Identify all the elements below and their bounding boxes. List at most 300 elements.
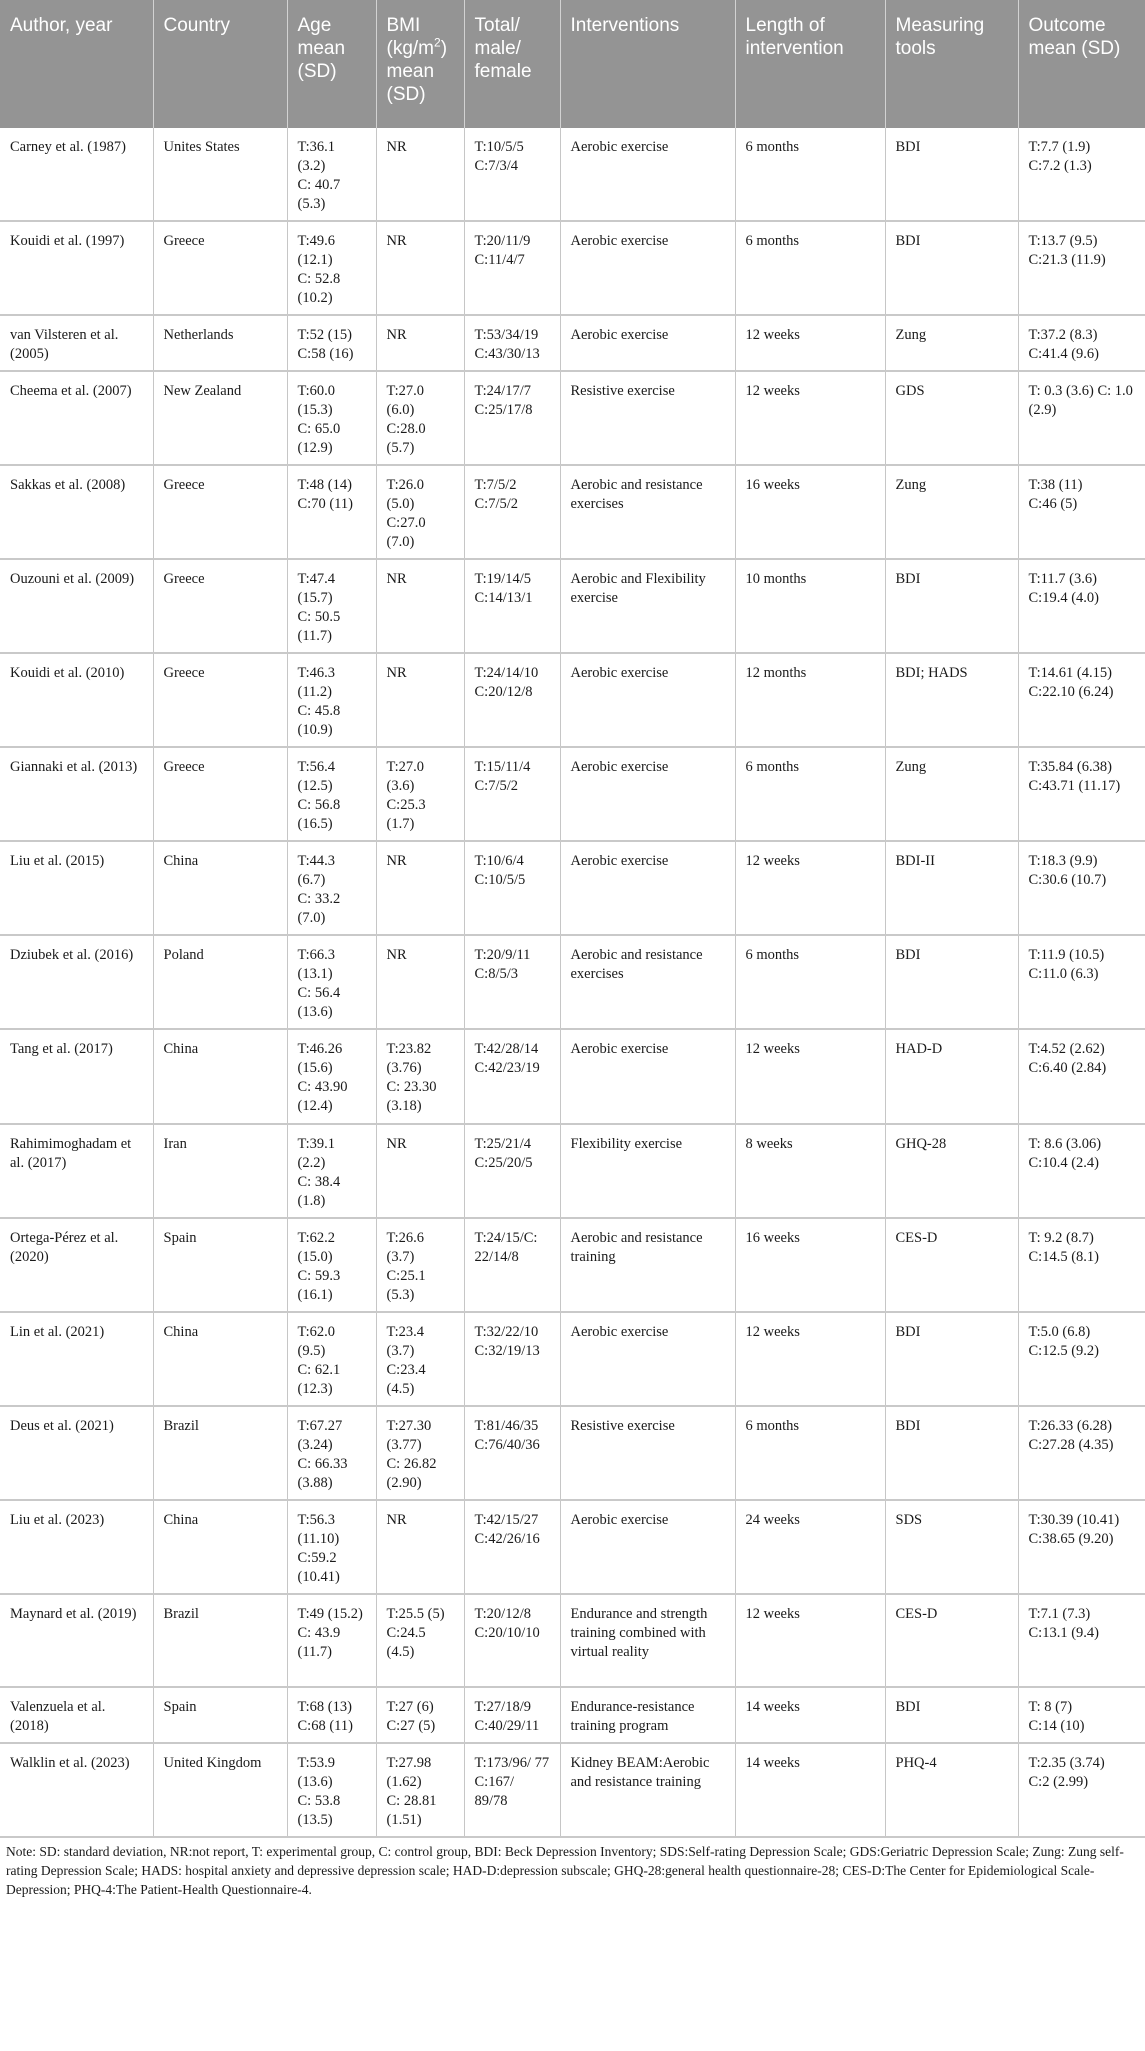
- cell-outcome-line: T:7.7 (1.9): [1028, 139, 1091, 155]
- cell-bmi: [376, 1029, 464, 1124]
- cell-bmi-line: C:28.0 (5.7): [386, 421, 426, 456]
- table-note: Note: SD: standard deviation, NR:not report, T: experimental group, C: control group, BDI: Beck Depression Inventory; SDS:Self-rating Depression Scale; GDS:Geriatric Depression Scale; Zung: Zung self-rating Depression Scale; HADS: hospital anxiety and depressive depression scale; HAD-D:depression subscale; GHQ-28:general health questionnaire-28; CES-D:The Center for Epidemiological Scale-Depression; PHQ-4:The Patient-Health Questionnaire-4.: [6, 1844, 1124, 1897]
- cell-bmi: [376, 1124, 464, 1218]
- table-body: [0, 128, 1145, 1837]
- cell-total: [464, 1029, 560, 1124]
- cell-age-line: T:68 (13): [297, 1699, 352, 1715]
- column-header-total-male-female: Total/ male/ female: [464, 0, 560, 128]
- cell-intervention: Kidney BEAM:Aerobic and resistance training: [560, 1743, 735, 1837]
- cell-total-line: T:10/6/4: [474, 853, 524, 869]
- cell-length: 6 months: [735, 128, 885, 221]
- cell-outcome-line: T: 8 (7): [1028, 1699, 1073, 1715]
- cell-total-line: T:173/96/ 77: [474, 1755, 550, 1771]
- cell-total-line: C:76/40/36: [474, 1437, 540, 1453]
- cell-total: [464, 128, 560, 221]
- cell-bmi-line: NR: [386, 1136, 407, 1152]
- cell-age-line: T:52 (15): [297, 327, 352, 343]
- cell-outcome: [1018, 128, 1145, 221]
- cell-intervention: Aerobic exercise: [560, 1500, 735, 1594]
- cell-tool: CES-D: [885, 1594, 1018, 1687]
- cell-bmi: [376, 1594, 464, 1687]
- cell-bmi-line: T:27.30 (3.77): [386, 1418, 432, 1453]
- cell-total: [464, 315, 560, 371]
- cell-country: Brazil: [153, 1406, 287, 1500]
- cell-length: 6 months: [735, 747, 885, 841]
- cell-total-line: C:43/30/13: [474, 346, 540, 362]
- cell-bmi: [376, 559, 464, 653]
- cell-total-line: C:20/10/10: [474, 1625, 540, 1641]
- cell-author: Lin et al. (2021): [0, 1312, 153, 1406]
- cell-author: Kouidi et al. (1997): [0, 221, 153, 315]
- table-row: [0, 1312, 1145, 1406]
- cell-tool: CES-D: [885, 1218, 1018, 1312]
- cell-length: 16 weeks: [735, 465, 885, 559]
- header-row: [0, 0, 1145, 128]
- cell-bmi: [376, 841, 464, 935]
- cell-outcome-line: T:13.7 (9.5): [1028, 233, 1098, 249]
- cell-intervention: Aerobic exercise: [560, 128, 735, 221]
- cell-outcome: [1018, 1124, 1145, 1218]
- cell-outcome: [1018, 1500, 1145, 1594]
- cell-age: [287, 1594, 376, 1687]
- cell-intervention: Aerobic exercise: [560, 747, 735, 841]
- table-row: [0, 221, 1145, 315]
- cell-age-line: T:60.0 (15.3): [297, 383, 336, 418]
- cell-outcome: [1018, 747, 1145, 841]
- cell-author: Rahimimoghadam et al. (2017): [0, 1124, 153, 1218]
- cell-outcome-line: T: 9.2 (8.7): [1028, 1230, 1094, 1246]
- cell-intervention: Aerobic and resistance exercises: [560, 935, 735, 1029]
- cell-outcome: [1018, 371, 1145, 465]
- cell-author: van Vilsteren et al. (2005): [0, 315, 153, 371]
- cell-total-line: T:53/34/19: [474, 327, 539, 343]
- cell-total-line: C:7/5/2: [474, 778, 519, 794]
- cell-age-line: C:68 (11): [297, 1718, 353, 1734]
- cell-age-line: T:62.2 (15.0): [297, 1230, 336, 1265]
- cell-outcome-line: T:7.1 (7.3): [1028, 1606, 1091, 1622]
- cell-outcome-line: T:18.3 (9.9): [1028, 853, 1098, 869]
- cell-outcome-line: T:11.9 (10.5): [1028, 947, 1105, 963]
- cell-total-line: T:20/9/11: [474, 947, 531, 963]
- cell-total-line: C:7/3/4: [474, 158, 519, 174]
- cell-bmi: [376, 1312, 464, 1406]
- cell-age-line: C: 43.90 (12.4): [297, 1079, 348, 1114]
- cell-outcome-line: C:14 (10): [1028, 1718, 1085, 1734]
- column-header-length-of-intervention: Length of intervention: [735, 0, 885, 128]
- cell-length: 12 weeks: [735, 1594, 885, 1687]
- column-header-outcome-mean: Outcome mean (SD): [1018, 0, 1145, 128]
- cell-outcome-line: C:22.10 (6.24): [1028, 684, 1114, 700]
- cell-length: 24 weeks: [735, 1500, 885, 1594]
- cell-outcome-line: T: 8.6 (3.06): [1028, 1136, 1102, 1152]
- cell-bmi-line: NR: [386, 327, 407, 343]
- table-row: [0, 1029, 1145, 1124]
- cell-length: 14 weeks: [735, 1687, 885, 1743]
- cell-age: [287, 315, 376, 371]
- cell-outcome: [1018, 1687, 1145, 1743]
- cell-outcome-line: C:46 (5): [1028, 496, 1078, 512]
- cell-outcome: [1018, 1743, 1145, 1837]
- cell-bmi-line: T:27.0 (3.6): [386, 759, 425, 794]
- cell-age-line: C: 38.4 (1.8): [297, 1174, 341, 1209]
- cell-bmi: [376, 128, 464, 221]
- cell-age-line: C: 40.7 (5.3): [297, 177, 341, 212]
- cell-intervention: Aerobic exercise: [560, 841, 735, 935]
- cell-outcome-line: T:26.33 (6.28): [1028, 1418, 1112, 1434]
- cell-tool: BDI: [885, 559, 1018, 653]
- cell-age-line: T:62.0 (9.5): [297, 1324, 336, 1359]
- cell-outcome-line: T:37.2 (8.3): [1028, 327, 1098, 343]
- cell-total-line: C:10/5/5: [474, 872, 526, 888]
- cell-bmi-line: T:23.4 (3.7): [386, 1324, 425, 1359]
- cell-author: Liu et al. (2023): [0, 1500, 153, 1594]
- cell-bmi-line: T:26.0 (5.0): [386, 477, 425, 512]
- cell-length: 12 months: [735, 653, 885, 747]
- cell-author: Giannaki et al. (2013): [0, 747, 153, 841]
- cell-country: Greece: [153, 747, 287, 841]
- cell-total-line: T:32/22/10: [474, 1324, 539, 1340]
- cell-length: 12 weeks: [735, 841, 885, 935]
- cell-total-line: T:27/18/9: [474, 1699, 531, 1715]
- cell-total: [464, 1312, 560, 1406]
- cell-outcome-line: C:11.0 (6.3): [1028, 966, 1099, 982]
- cell-length: 12 weeks: [735, 1029, 885, 1124]
- cell-tool: Zung: [885, 315, 1018, 371]
- cell-author: Dziubek et al. (2016): [0, 935, 153, 1029]
- cell-tool: GDS: [885, 371, 1018, 465]
- table-row: [0, 1406, 1145, 1500]
- cell-intervention: Flexibility exercise: [560, 1124, 735, 1218]
- cell-age: [287, 1500, 376, 1594]
- cell-length: 10 months: [735, 559, 885, 653]
- cell-age-line: T:49.6 (12.1): [297, 233, 336, 268]
- cell-author: Ouzouni et al. (2009): [0, 559, 153, 653]
- cell-length: 6 months: [735, 935, 885, 1029]
- cell-bmi-line: NR: [386, 571, 407, 587]
- cell-total: [464, 1218, 560, 1312]
- cell-country: Iran: [153, 1124, 287, 1218]
- cell-age: [287, 371, 376, 465]
- cell-age: [287, 128, 376, 221]
- cell-age-line: C: 56.4 (13.6): [297, 985, 341, 1020]
- cell-age-line: C:70 (11): [297, 496, 353, 512]
- cell-tool: SDS: [885, 1500, 1018, 1594]
- cell-country: China: [153, 841, 287, 935]
- cell-outcome: [1018, 1029, 1145, 1124]
- cell-bmi-line: T:23.82 (3.76): [386, 1041, 432, 1076]
- cell-outcome-line: C:27.28 (4.35): [1028, 1437, 1114, 1453]
- cell-intervention: Endurance and strength training combined with virtual reality: [560, 1594, 735, 1687]
- cell-total: [464, 1594, 560, 1687]
- cell-outcome-line: C:10.4 (2.4): [1028, 1155, 1099, 1171]
- cell-total-line: C:20/12/8: [474, 684, 533, 700]
- cell-country: China: [153, 1312, 287, 1406]
- cell-bmi: [376, 747, 464, 841]
- cell-length: 8 weeks: [735, 1124, 885, 1218]
- cell-tool: Zung: [885, 747, 1018, 841]
- cell-tool: Zung: [885, 465, 1018, 559]
- table-row: [0, 1500, 1145, 1594]
- cell-total-line: T:7/5/2: [474, 477, 517, 493]
- column-header-measuring-tools: Measuring tools: [885, 0, 1018, 128]
- cell-bmi-line: NR: [386, 139, 407, 155]
- table-row: [0, 841, 1145, 935]
- cell-outcome-line: C:7.2 (1.3): [1028, 158, 1092, 174]
- cell-intervention: Resistive exercise: [560, 1406, 735, 1500]
- cell-age: [287, 559, 376, 653]
- cell-outcome: [1018, 653, 1145, 747]
- cell-age: [287, 747, 376, 841]
- cell-intervention: Resistive exercise: [560, 371, 735, 465]
- cell-age: [287, 1312, 376, 1406]
- cell-length: 12 weeks: [735, 315, 885, 371]
- cell-age-line: T:36.1 (3.2): [297, 139, 336, 174]
- cell-author: Sakkas et al. (2008): [0, 465, 153, 559]
- column-header-interventions: Interventions: [560, 0, 735, 128]
- cell-author: Carney et al. (1987): [0, 128, 153, 221]
- table-row: [0, 747, 1145, 841]
- cell-bmi-line: C:24.5 (4.5): [386, 1625, 426, 1660]
- cell-total: [464, 1406, 560, 1500]
- cell-age-line: C: 53.8 (13.5): [297, 1793, 341, 1828]
- cell-outcome-line: T:4.52 (2.62): [1028, 1041, 1105, 1057]
- table-row: [0, 315, 1145, 371]
- cell-intervention: Aerobic exercise: [560, 1312, 735, 1406]
- cell-age-line: T:47.4 (15.7): [297, 571, 336, 606]
- cell-age-line: C: 65.0 (12.9): [297, 421, 341, 456]
- cell-total-line: C:42/26/16: [474, 1531, 540, 1547]
- cell-length: 12 weeks: [735, 1312, 885, 1406]
- cell-total: [464, 841, 560, 935]
- cell-outcome-line: C:41.4 (9.6): [1028, 346, 1099, 362]
- cell-length: 14 weeks: [735, 1743, 885, 1837]
- cell-tool: BDI: [885, 1406, 1018, 1500]
- cell-total: [464, 221, 560, 315]
- cell-age: [287, 1743, 376, 1837]
- cell-age-line: C: 43.9 (11.7): [297, 1625, 341, 1660]
- cell-total-line: C:25/20/5: [474, 1155, 533, 1171]
- table-row: [0, 653, 1145, 747]
- cell-outcome-line: T:5.0 (6.8): [1028, 1324, 1091, 1340]
- cell-intervention: Aerobic and resistance exercises: [560, 465, 735, 559]
- cell-bmi-line: C:27 (5): [386, 1718, 436, 1734]
- cell-total: [464, 1500, 560, 1594]
- cell-age: [287, 465, 376, 559]
- cell-author: Deus et al. (2021): [0, 1406, 153, 1500]
- cell-author: Valenzuela et al. (2018): [0, 1687, 153, 1743]
- cell-total: [464, 935, 560, 1029]
- cell-bmi-line: C: 26.82 (2.90): [386, 1456, 437, 1491]
- cell-age-line: T:56.4 (12.5): [297, 759, 336, 794]
- cell-total-line: C:40/29/11: [474, 1718, 540, 1734]
- cell-outcome: [1018, 559, 1145, 653]
- cell-bmi-line: T:27.0 (6.0): [386, 383, 425, 418]
- cell-length: 16 weeks: [735, 1218, 885, 1312]
- cell-bmi: [376, 1218, 464, 1312]
- cell-tool: BDI: [885, 1687, 1018, 1743]
- table-row: [0, 1687, 1145, 1743]
- cell-intervention: Aerobic exercise: [560, 221, 735, 315]
- cell-total-line: C:167/ 89/78: [474, 1774, 514, 1809]
- cell-outcome: [1018, 1312, 1145, 1406]
- cell-total-line: C:25/17/8: [474, 402, 533, 418]
- table-row: [0, 371, 1145, 465]
- cell-bmi-line: T:26.6 (3.7): [386, 1230, 425, 1265]
- cell-total: [464, 1687, 560, 1743]
- column-header-bmi-mean: BMI $(kg/m^2)$ mean (SD): [376, 0, 464, 128]
- cell-bmi-line: NR: [386, 1512, 407, 1528]
- cell-age-line: C: 33.2 (7.0): [297, 891, 341, 926]
- cell-bmi-line: NR: [386, 947, 407, 963]
- cell-total-line: T:42/28/14: [474, 1041, 539, 1057]
- cell-age-line: T:46.26 (15.6): [297, 1041, 343, 1076]
- cell-tool: GHQ-28: [885, 1124, 1018, 1218]
- cell-age-line: C: 56.8 (16.5): [297, 797, 341, 832]
- cell-outcome-line: T:14.61 (4.15): [1028, 665, 1112, 681]
- column-header-country: Country: [153, 0, 287, 128]
- cell-outcome-line: T: 0.3 (3.6) C: 1.0 (2.9): [1028, 383, 1133, 418]
- cell-age-line: C: 50.5 (11.7): [297, 609, 341, 644]
- cell-bmi: [376, 935, 464, 1029]
- cell-tool: BDI-II: [885, 841, 1018, 935]
- cell-length: 12 weeks: [735, 371, 885, 465]
- cell-total: [464, 371, 560, 465]
- cell-intervention: Endurance-resistance training program: [560, 1687, 735, 1743]
- cell-outcome-line: C:2 (2.99): [1028, 1774, 1089, 1790]
- cell-outcome: [1018, 315, 1145, 371]
- cell-total-line: T:24/15/C: 22/14/8: [474, 1230, 538, 1265]
- cell-total-line: T:24/17/7: [474, 383, 531, 399]
- cell-country: Unites States: [153, 128, 287, 221]
- cell-age: [287, 1687, 376, 1743]
- cell-country: Spain: [153, 1218, 287, 1312]
- cell-total-line: T:15/11/4: [474, 759, 531, 775]
- cell-bmi: [376, 653, 464, 747]
- cell-author: Cheema et al. (2007): [0, 371, 153, 465]
- cell-total-line: C:42/23/19: [474, 1060, 540, 1076]
- cell-outcome-line: C:43.71 (11.17): [1028, 778, 1121, 794]
- cell-bmi: [376, 1743, 464, 1837]
- cell-bmi-line: C: 28.81 (1.51): [386, 1793, 437, 1828]
- cell-outcome-line: T:30.39 (10.41): [1028, 1512, 1120, 1528]
- cell-total-line: C:8/5/3: [474, 966, 519, 982]
- cell-outcome-line: C:14.5 (8.1): [1028, 1249, 1099, 1265]
- cell-length: 6 months: [735, 221, 885, 315]
- cell-age: [287, 1029, 376, 1124]
- cell-bmi-line: T:27.98 (1.62): [386, 1755, 432, 1790]
- cell-tool: BDI: [885, 935, 1018, 1029]
- cell-country: Netherlands: [153, 315, 287, 371]
- column-header-age-mean: Age mean (SD): [287, 0, 376, 128]
- cell-bmi-line: C: 23.30 (3.18): [386, 1079, 437, 1114]
- cell-age: [287, 841, 376, 935]
- cell-bmi-line: NR: [386, 233, 407, 249]
- cell-author: Ortega-Pérez et al. (2020): [0, 1218, 153, 1312]
- cell-outcome: [1018, 935, 1145, 1029]
- cell-bmi: [376, 1500, 464, 1594]
- cell-total: [464, 559, 560, 653]
- cell-total-line: T:81/46/35: [474, 1418, 539, 1434]
- cell-bmi-line: T:27 (6): [386, 1699, 434, 1715]
- cell-outcome-line: T:38 (11): [1028, 477, 1083, 493]
- cell-bmi-line: NR: [386, 665, 407, 681]
- cell-age-line: C: 62.1 (12.3): [297, 1362, 341, 1397]
- cell-author: Liu et al. (2015): [0, 841, 153, 935]
- cell-total: [464, 1743, 560, 1837]
- table-row: [0, 465, 1145, 559]
- cell-country: United Kingdom: [153, 1743, 287, 1837]
- cell-total-line: C:11/4/7: [474, 252, 525, 268]
- cell-author: Tang et al. (2017): [0, 1029, 153, 1124]
- cell-outcome-line: C:30.6 (10.7): [1028, 872, 1107, 888]
- cell-intervention: Aerobic exercise: [560, 653, 735, 747]
- cell-tool: BDI; HADS: [885, 653, 1018, 747]
- cell-bmi: [376, 465, 464, 559]
- cell-age-line: C:58 (16): [297, 346, 354, 362]
- cell-tool: HAD-D: [885, 1029, 1018, 1124]
- cell-bmi-line: T:25.5 (5): [386, 1606, 445, 1622]
- cell-total: [464, 465, 560, 559]
- cell-author: Kouidi et al. (2010): [0, 653, 153, 747]
- cell-outcome-line: C:6.40 (2.84): [1028, 1060, 1107, 1076]
- cell-length: 6 months: [735, 1406, 885, 1500]
- cell-bmi-line: C:25.1 (5.3): [386, 1268, 426, 1303]
- cell-country: China: [153, 1029, 287, 1124]
- cell-total-line: T:42/15/27: [474, 1512, 539, 1528]
- cell-age: [287, 653, 376, 747]
- cell-outcome-line: C:21.3 (11.9): [1028, 252, 1106, 268]
- cell-age: [287, 1124, 376, 1218]
- cell-age-line: C: 45.8 (10.9): [297, 703, 341, 738]
- cell-total-line: C:32/19/13: [474, 1343, 540, 1359]
- cell-bmi: [376, 1687, 464, 1743]
- cell-bmi-line: C:23.4 (4.5): [386, 1362, 426, 1397]
- cell-age: [287, 935, 376, 1029]
- cell-tool: BDI: [885, 1312, 1018, 1406]
- cell-outcome: [1018, 1218, 1145, 1312]
- table-row: [0, 128, 1145, 221]
- cell-outcome-line: C:13.1 (9.4): [1028, 1625, 1099, 1641]
- cell-total: [464, 653, 560, 747]
- cell-bmi: [376, 221, 464, 315]
- cell-outcome: [1018, 1594, 1145, 1687]
- cell-total-line: C:14/13/1: [474, 590, 533, 606]
- cell-outcome-line: C:38.65 (9.20): [1028, 1531, 1114, 1547]
- column-header-author-year: Author, year: [0, 0, 153, 128]
- cell-bmi: [376, 371, 464, 465]
- table-row: [0, 559, 1145, 653]
- cell-age-line: T:56.3 (11.10): [297, 1512, 340, 1547]
- cell-bmi: [376, 1406, 464, 1500]
- cell-age-line: C: 59.3 (16.1): [297, 1268, 341, 1303]
- cell-outcome-line: C:19.4 (4.0): [1028, 590, 1099, 606]
- cell-age-line: T:53.9 (13.6): [297, 1755, 336, 1790]
- cell-age-line: C: 52.8 (10.2): [297, 271, 341, 306]
- cell-tool: PHQ-4: [885, 1743, 1018, 1837]
- cell-outcome: [1018, 1406, 1145, 1500]
- cell-outcome: [1018, 465, 1145, 559]
- cell-age: [287, 221, 376, 315]
- cell-age-line: T:46.3 (11.2): [297, 665, 336, 700]
- cell-bmi-line: NR: [386, 853, 407, 869]
- cell-age: [287, 1218, 376, 1312]
- cell-bmi: [376, 315, 464, 371]
- cell-country: Poland: [153, 935, 287, 1029]
- cell-intervention: Aerobic exercise: [560, 315, 735, 371]
- cell-outcome: [1018, 841, 1145, 935]
- cell-country: Brazil: [153, 1594, 287, 1687]
- cell-age-line: T:67.27 (3.24): [297, 1418, 343, 1453]
